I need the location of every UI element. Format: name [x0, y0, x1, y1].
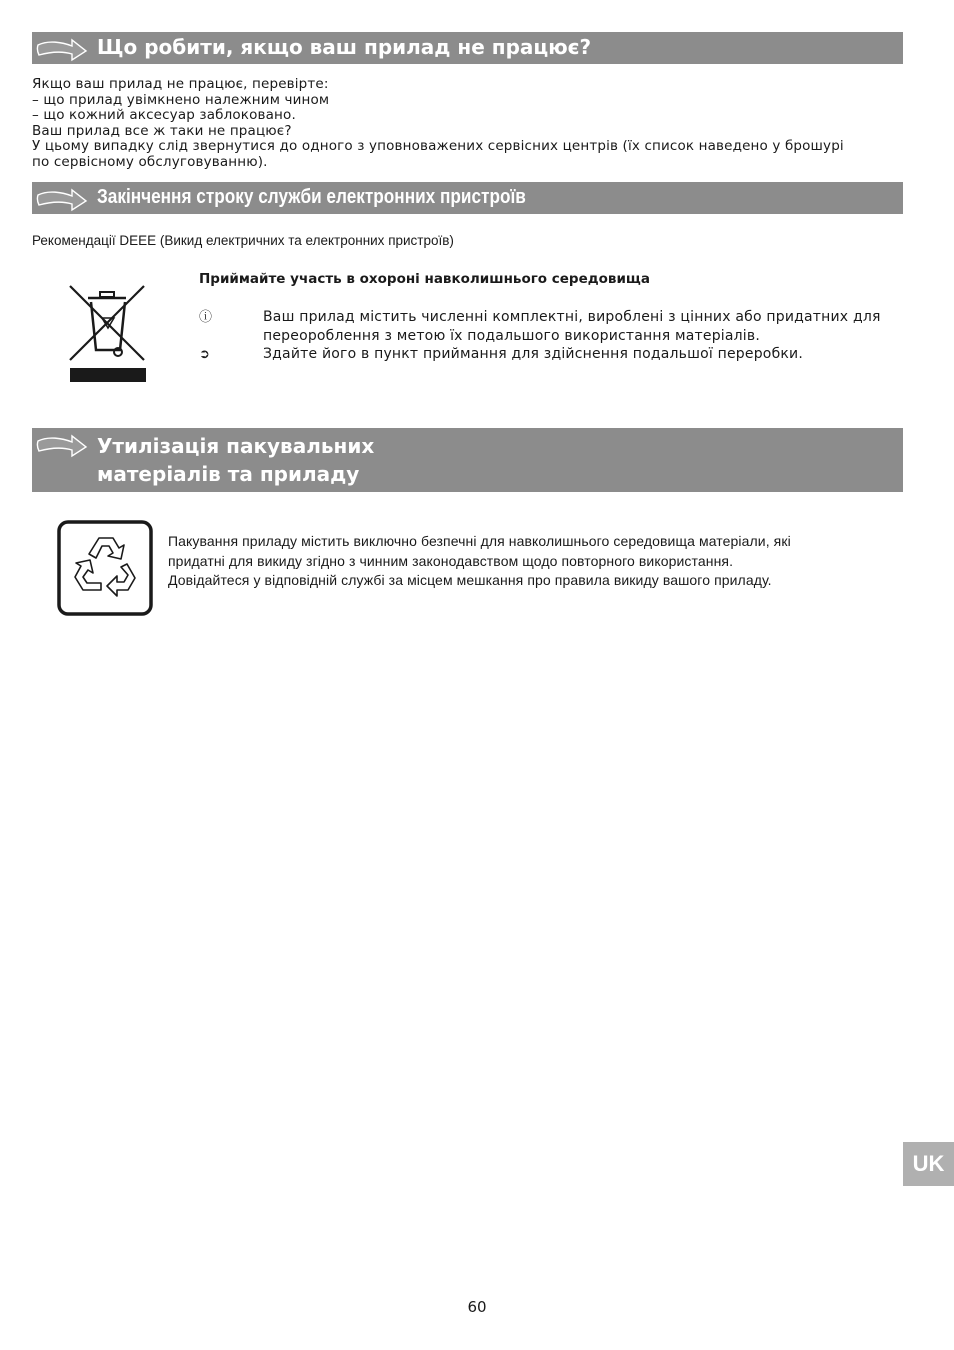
page-number: 60 — [467, 1298, 487, 1316]
arrow-right-icon — [36, 186, 88, 212]
environment-heading: Приймайте участь в охороні навколишнього середовища — [199, 271, 650, 287]
text-line: Пакування приладу містить виключно безпечні для навколишнього середовища матеріали, які — [168, 533, 791, 549]
bullet-text: Здайте його в пункт приймання для здійснення подальшої переробки. — [263, 346, 804, 362]
deee-note: Рекомендації DEEE (Викид електричних та електронних пристроїв) — [32, 233, 454, 248]
section-title — [97, 432, 597, 488]
language-tab: UK — [903, 1142, 954, 1186]
arrow-bullet-icon: ➲ — [199, 347, 210, 362]
troubleshooting-text — [32, 77, 844, 170]
text-line: Якщо ваш прилад не працює, перевірте: — [32, 76, 329, 92]
recycle-icon — [57, 520, 153, 616]
info-icon: ⓘ — [199, 310, 213, 325]
section-title: Закінчення строку служби електронних пристроїв — [97, 186, 526, 208]
text-line: придатні для викиду згідно з чинним законодавством щодо повторного використання. — [168, 552, 734, 569]
section-header-troubleshooting — [32, 32, 903, 64]
bullet-text: Ваш прилад містить численні комплектні, вироблені з цінних або придатних для переороблення з метою їх подальшого використання матеріалів. — [263, 309, 881, 344]
arrow-right-icon — [36, 432, 88, 458]
section-header-end-of-life — [32, 182, 903, 214]
crossed-bin-icon — [68, 284, 146, 384]
section-title: Що робити, якщо ваш прилад не працює? — [97, 35, 592, 59]
text-line: Довідайтеся у відповідній службі за місцем мешкання про правила викиду вашого приладу. — [168, 572, 772, 588]
packaging-text — [168, 532, 791, 591]
text-line: по сервісному обслуговуванню). — [32, 153, 268, 170]
text-line: Ваш прилад все ж таки не працює? — [32, 122, 292, 139]
text-line: – що прилад увімкнено належним чином — [32, 91, 330, 108]
section-header-packaging — [32, 428, 903, 492]
text-line: – що кожний аксесуар заблоковано. — [32, 107, 296, 123]
title-line: Утилізація пакувальних — [97, 434, 375, 458]
arrow-right-icon — [36, 36, 88, 62]
text-line: У цьому випадку слід звернутися до одного з уповноважених сервісних центрів (їх список наведено у брошурі — [32, 138, 844, 154]
title-line: матеріалів та приладу — [97, 462, 360, 486]
